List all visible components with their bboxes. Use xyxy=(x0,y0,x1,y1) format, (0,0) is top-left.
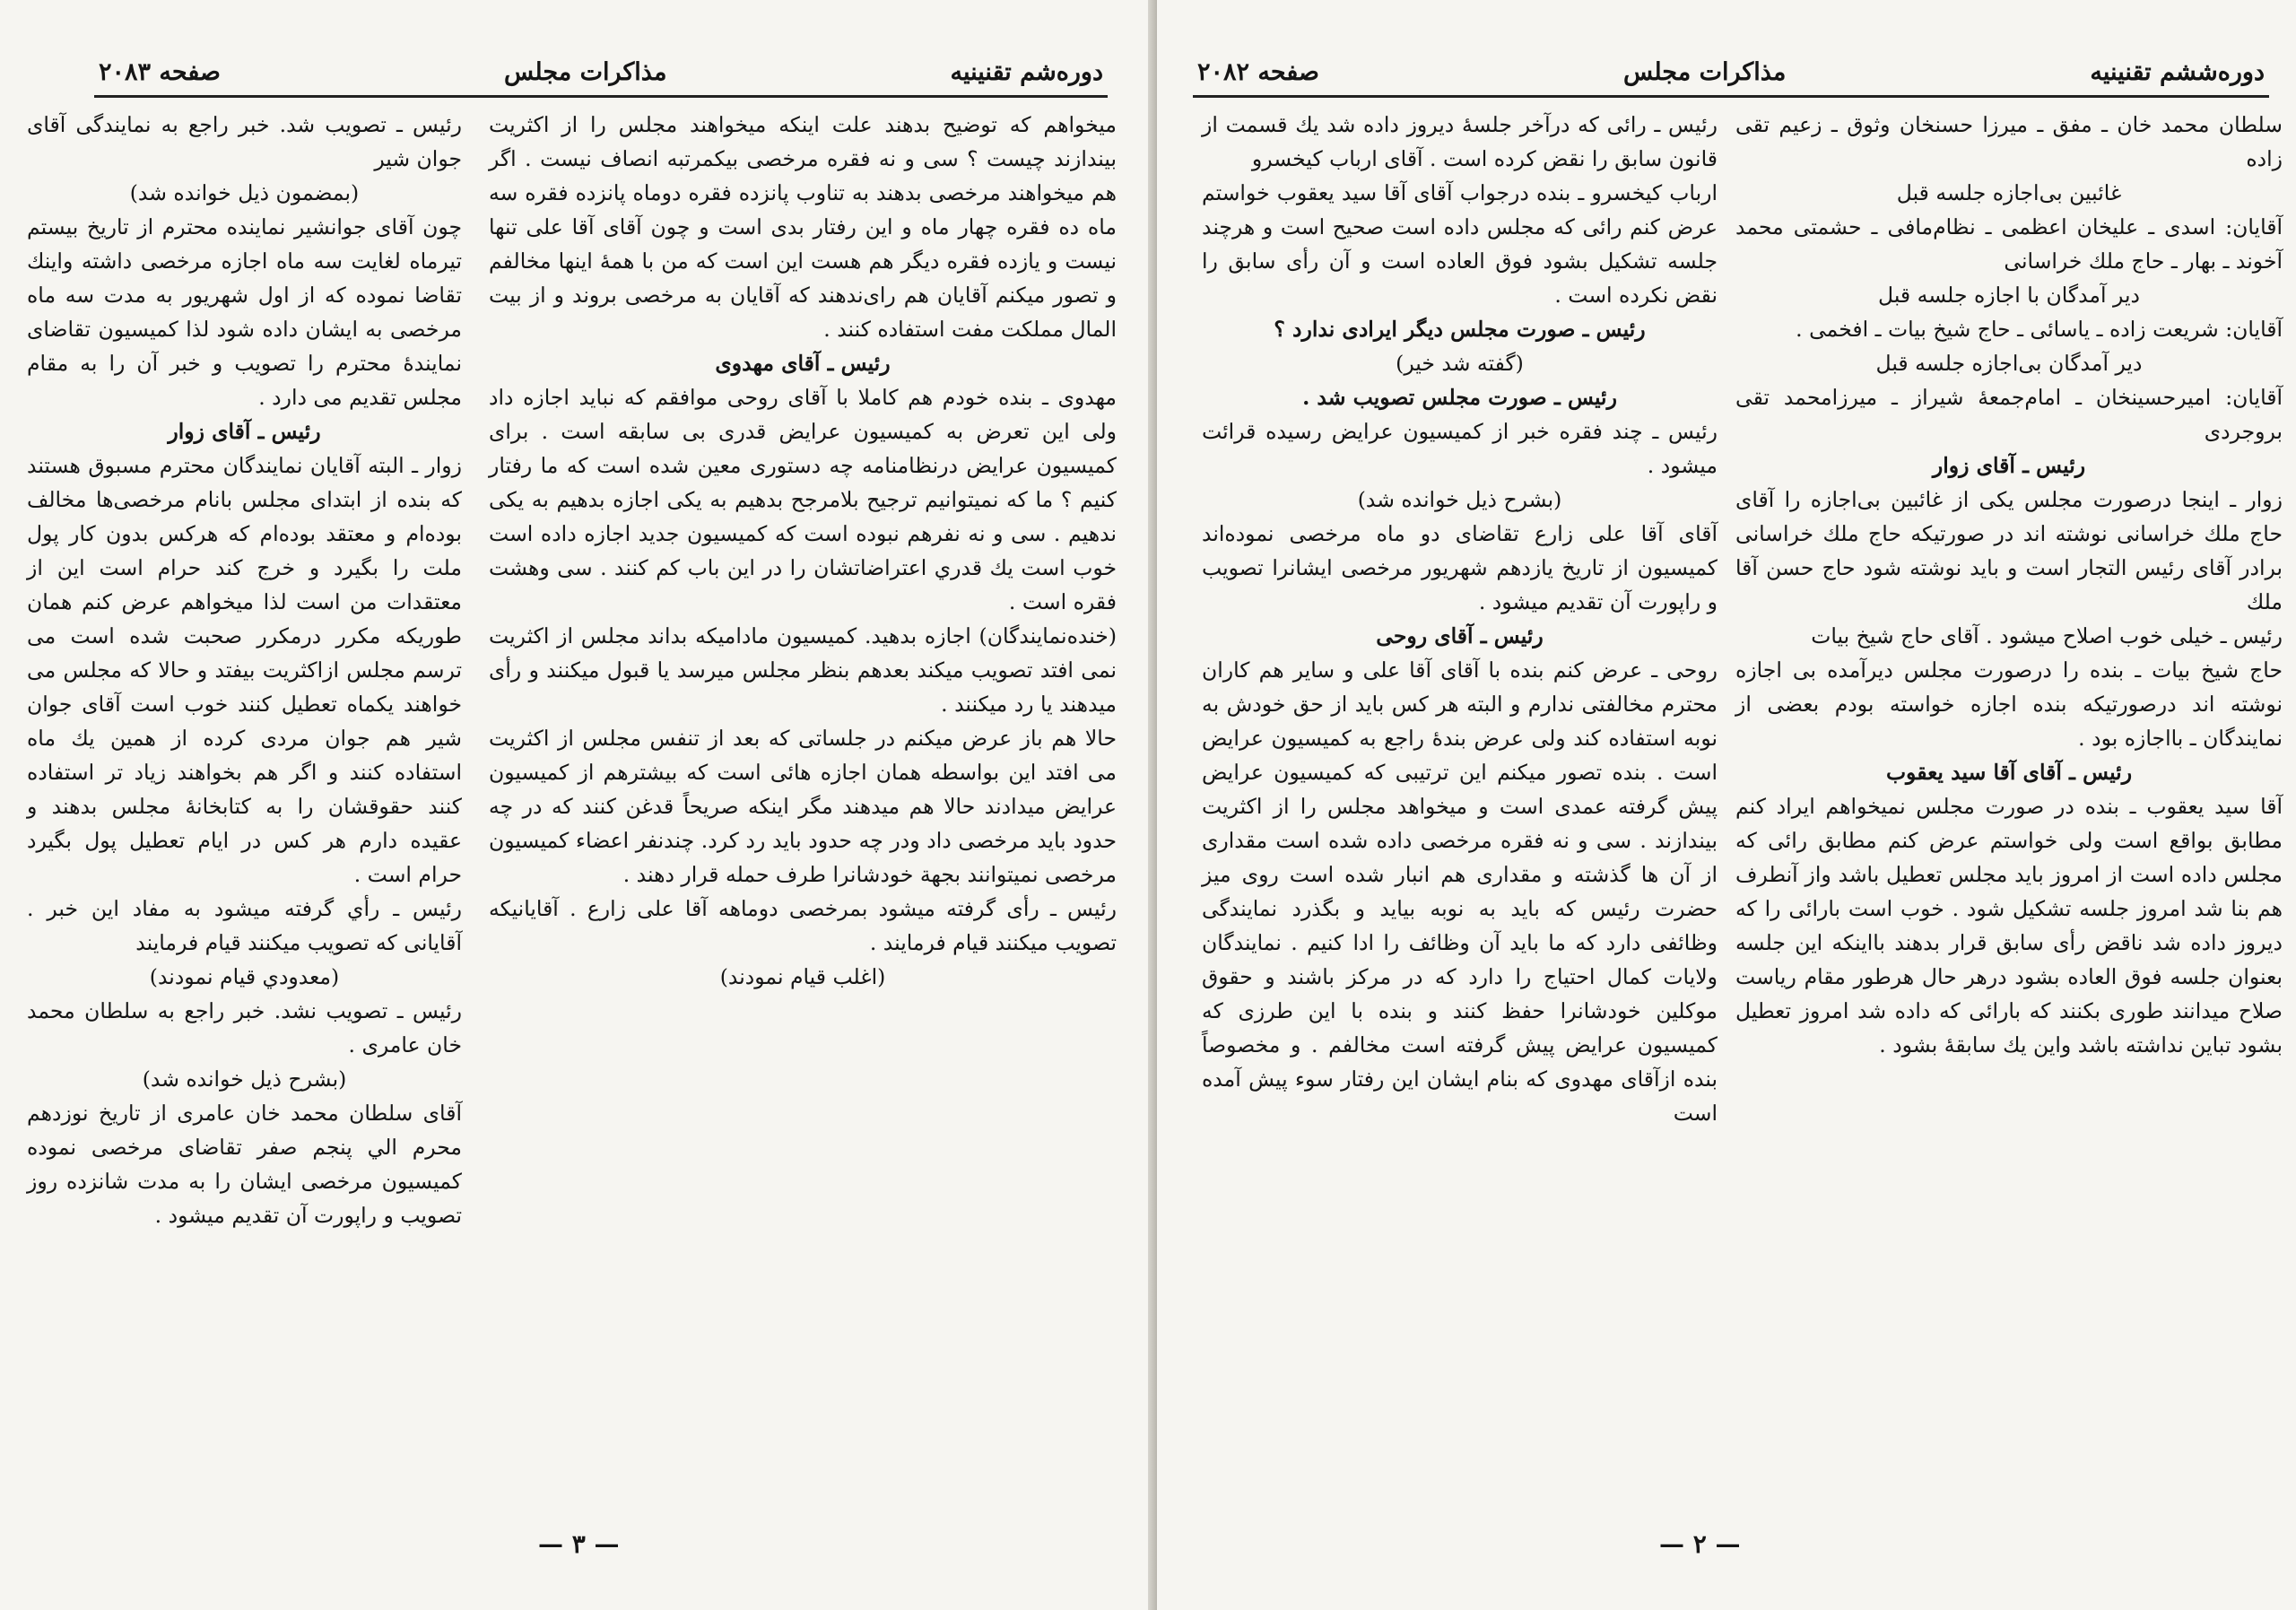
paragraph: آقایان: شریعت زاده ـ یاسائی ـ حاج شیخ بیات ـ افخمی . xyxy=(1796,317,2283,342)
paragraph: رئیس ـ رائی که درآخر جلسهٔ دیروز داده شد یك قسمت از قانون سابق را نقض کرده است . آقای ارباب کیخسرو xyxy=(1202,112,1718,171)
stage-note: (گفته شد خیر) xyxy=(1396,351,1524,376)
paragraph: زوار ـ اینجا درصورت مجلس یکی از غائبین بی‌اجازه را آقای حاج ملك خراسانی نوشته اند در صورتیکه حاج ملك خراسانی برادر آقای رئیس التجار است و باید نوشته شود حاج حسن آقا ملك xyxy=(1735,487,2283,614)
stage-note: (اغلب قیام نمودند) xyxy=(719,964,886,989)
speaker-line: رئیس ـ آقای مهدوی xyxy=(715,351,891,376)
paragraph: رئیس ـ خیلی خوب اصلاح میشود . آقای حاج شیخ بیات xyxy=(1811,623,2283,648)
section-heading: دیر آمدگان بی‌اجازه جلسه قبل xyxy=(1875,351,2143,376)
right-page xyxy=(1157,0,2296,1610)
speaker-line: رئیس ـ آقای روحی xyxy=(1376,623,1544,648)
paragraph: سلطان محمد خان ـ مفق ـ میرزا حسنخان وثوق ـ زعیم تقی زاده xyxy=(1735,112,2283,171)
header-page-number: صفحه ۲۰۸۳ xyxy=(99,57,221,86)
paragraph: آقایان: امیرحسینخان ـ امام‌جمعهٔ شیراز ـ میرزامحمد تقی بروجردی xyxy=(1735,385,2283,444)
header-session: دوره‌ششم تقنینیه xyxy=(2090,57,2265,86)
paragraph: مهدوی ـ بنده خودم هم کاملا با آقای روحی موافقم که نباید اجازه داد ولی این تعرض به کمیسیون عرایض قدری بی سابقه است . برای کمیسیون عرایض درنظامنامه چه دستوری معین شده است که ما رفتار کنیم ؟ ما که نمیتوانیم ترجیح بلامرجح بدهیم به یکی اجازه بدهیم به یکی ندهیم . سی و نه نفرهم نبوده است که کمیسیون جدید اجازه داده است خوب است یك قدري اعتراضاتشان را در این باب کم کنند . سی وهشت فقره است . xyxy=(489,385,1117,614)
speaker-line: رئیس ـ آقای آقا سید یعقوب xyxy=(1885,760,2133,785)
paragraph: زوار ـ البته آقایان نمایندگان محترم مسبوق هستند که بنده از ابتدای مجلس بانام مرخصی‌ها مخالف بوده‌ام و معتقد بوده‌ام که هرکس بدون کار پول ملت را بگیرد و خرج کند حرام است این از معتقدات من است لذا میخواهم عرض کنم همان طوریکه مکرر درمکرر صحبت شده است می ترسم مجلس ازاکثریت بیفتد و حالا که مجلس می خواهند یکماه تعطیل کنند خوب است آقای جوان شیر هم جوان مردی کرده از همین یك ماه استفاده کنند و اگر هم بخواهند زیاد تر استفاده کنند حقوقشان را به کتابخانهٔ مجلس بدهند و عقیده دارم هر کس در ایام تعطیل پول بگیرد حرام است . xyxy=(27,453,462,887)
paragraph: میخواهم که توضیح بدهند علت اینکه میخواهند مجلس را از اکثریت بیندازند چیست ؟ سی و نه فقره مرخصی بیکمرتبه انصاف نیست . اگر هم میخواهند مرخصی بدهند به تناوب پانزده فقره دوماه پانزده فقره سه ماه ده فقره چهار ماه و این رفتار بدی است و چون آقای آقا علی تنها نیست و یازده فقره دیگر هم هست این است که من با همهٔ اینها مخالفم و تصور میکنم آقایان هم رای‌ندهند که آقایان به مرخصی بروند و از بیت المال مملکت مفت استفاده کنند . xyxy=(489,112,1117,342)
page-folio: — ۳ — xyxy=(538,1529,620,1559)
paragraph: رئیس ـ تصویب نشد. خبر راجع به سلطان محمد خان عامری . xyxy=(27,998,462,1057)
speaker-line: رئیس ـ آقای زوار xyxy=(168,419,321,444)
left-page-left-column xyxy=(27,108,462,1232)
paragraph: (خنده‌نمایندگان) اجازه بدهید. کمیسیون مادامیکه بداند مجلس از اکثریت نمی افتد تصویب میکند بعدهم بنظر مجلس میرسد یا قبول میکنند و رأی میدهند یا رد میکنند . xyxy=(489,623,1117,717)
paragraph: چون آقای جوانشیر نماینده محترم از تاریخ بیستم تیرماه لغایت سه ماه اجازه مرخصی داشته واینك تقاضا نموده که از اول شهریور به مدت سه ماه مرخصی به ایشان داده شود لذا کمیسیون تقاضای نمایندهٔ محترم را تصویب و خبر آن را به مقام مجلس تقدیم می دارد . xyxy=(27,214,462,410)
paragraph: آقا سید یعقوب ـ بنده در صورت مجلس نمیخواهم ایراد کنم مطابق بواقع است ولی خواستم عرض کنم مطابق رائی که مجلس داده است از امروز باید مجلس تعطیل باشد واز آنطرف هم بنا شد امروز جلسه تشکیل شود . خوب است بارائی را که دیروز داده شد ناقض رأی سابق قرار بدهند بااینکه این جلسه بعنوان جلسه فوق العاده بشود درهر حال هرطور مقام ریاست صلاح میدانند طوری بکنند که بارائی که داده شد امروز تعطیل بشود تباین نداشته باشد واین یك سابقهٔ بشود . xyxy=(1735,794,2283,1057)
speaker-line: رئیس ـ صورت مجلس تصویب شد . xyxy=(1302,385,1617,410)
left-page-header xyxy=(99,52,1103,91)
paragraph: روحی ـ عرض کنم بنده با آقای آقا علی و سایر هم کاران محترم مخالفتی ندارم و البته هر کس باید از حق خودش به نوبه استفاده کند ولی عرض بندهٔ راجع به کمیسیون عرایض است . بنده تصور میکنم این ترتیبی که کمیسیون عرایض پیش گرفته عمدی است و میخواهد مجلس را از اکثریت بیندازند . سی و نه فقره مرخصی داده شده است مقداری از آن ها گذشته و مقداری هم انبار شده است روی میز حضرت رئیس که باید به نوبه بیاید و بگذرد نمایندگی وظائفی دارد که ما باید آن وظائف را ادا کنیم . نمایندگان ولایات کمال احتیاج را دارد که در مرکز باشند و حقوق موکلین خودشانرا حفظ کنند و بنده با این طرزی که کمیسیون عرایض پیش گرفته است مخالفم . و مخصوصاً بنده ازآقای مهدوی که بنام ایشان این رفتار سوء پیش آمده است xyxy=(1202,657,1718,1126)
header-title: مذاکرات مجلس xyxy=(1622,57,1787,86)
stage-note: (بشرح ذیل خوانده شد) xyxy=(1357,487,1562,512)
paragraph: حاج شیخ بیات ـ بنده را درصورت مجلس دیرآمده بی اجازه نوشته اند درصورتیکه بنده اجازه خواسته بودم بعضی از نمایندگان ـ بااجازه بود . xyxy=(1735,657,2283,751)
speaker-line: رئیس ـ آقای زوار xyxy=(1932,453,2086,478)
right-page-left-column xyxy=(1202,108,1718,1130)
section-heading: غائبین بی‌اجازه جلسه قبل xyxy=(1896,180,2122,205)
paragraph: رئیس ـ چند فقره خبر از کمیسیون عرایض رسیده قرائت میشود . xyxy=(1202,419,1718,478)
paragraph: حالا هم باز عرض میکنم در جلساتی که بعد از تنفس مجلس از اکثریت می افتد این بواسطه همان اجازه هائی است که بیشترهم از کمیسیون عرایض میدادند حالا هم میدهند مگر اینکه صریحاً قدغن کنند که در چه حدود باید مرخصی داد ودر چه حدود باید رد کرد. چندنفر اعضاء کمیسیون مرخصی نمیتوانند بجهة خودشانرا طرف حمله قرار دهند . xyxy=(489,726,1117,887)
header-rule xyxy=(94,95,1108,98)
page-folio: — ۲ — xyxy=(1659,1529,1741,1559)
left-page-right-column xyxy=(489,108,1117,994)
paragraph: رئیس ـ تصویب شد. خبر راجع به نمایندگی آقای جوان شیر xyxy=(27,112,462,171)
stage-note: (بشرح ذیل خوانده شد) xyxy=(142,1066,347,1092)
paragraph: آقای سلطان محمد خان عامری از تاریخ نوزدهم محرم الي پنجم صفر تقاضای مرخصی نموده کمیسیون مرخصی ایشان را به مدت شانزده روز تصویب و راپورت آن تقدیم میشود . xyxy=(27,1101,462,1228)
paragraph: آقای آقا علی زارع تقاضای دو ماه مرخصی نموده‌اند کمیسیون از تاریخ یازدهم شهریور مرخصی ایشانرا تصویب و راپورت آن تقدیم میشود . xyxy=(1202,521,1718,614)
right-page-right-column xyxy=(1735,108,2283,1062)
stage-note: (بمضمون ذیل خوانده شد) xyxy=(129,180,360,205)
header-page-number: صفحه ۲۰۸۲ xyxy=(1197,57,1319,86)
header-session: دوره‌شم تقنینیه xyxy=(950,57,1103,86)
stage-note: (معدودي قیام نمودند) xyxy=(149,964,340,989)
right-page-header xyxy=(1197,52,2265,91)
paragraph: رئیس ـ رأي گرفته میشود به مفاد این خبر . آقایانی که تصویب میکنند قیام فرمایند xyxy=(27,896,462,955)
header-rule xyxy=(1193,95,2269,98)
speaker-line: رئیس ـ صورت مجلس دیگر ایرادی ندارد ؟ xyxy=(1274,317,1646,342)
paragraph: آقایان: اسدی ـ علیخان اعظمی ـ نظام‌مافی ـ حشمتی محمد آخوند ـ بهار ـ حاج ملك خراسانی xyxy=(1735,214,2283,274)
header-title: مذاکرات مجلس xyxy=(503,57,667,86)
section-heading: دیر آمدگان با اجازه جلسه قبل xyxy=(1878,283,2140,308)
paragraph: رئیس ـ رأی گرفته میشود بمرخصی دوماهه آقا علی زارع . آقایانیکه تصویب میکنند قیام فرمایند . xyxy=(489,896,1117,955)
paragraph: ارباب کیخسرو ـ بنده درجواب آقای آقا سید یعقوب خواستم عرض کنم رائی که مجلس داده است صحیح است و هرچند جلسه تشکیل بشود فوق العاده است و آن رأی سابق را نقض نکرده است . xyxy=(1202,180,1718,308)
